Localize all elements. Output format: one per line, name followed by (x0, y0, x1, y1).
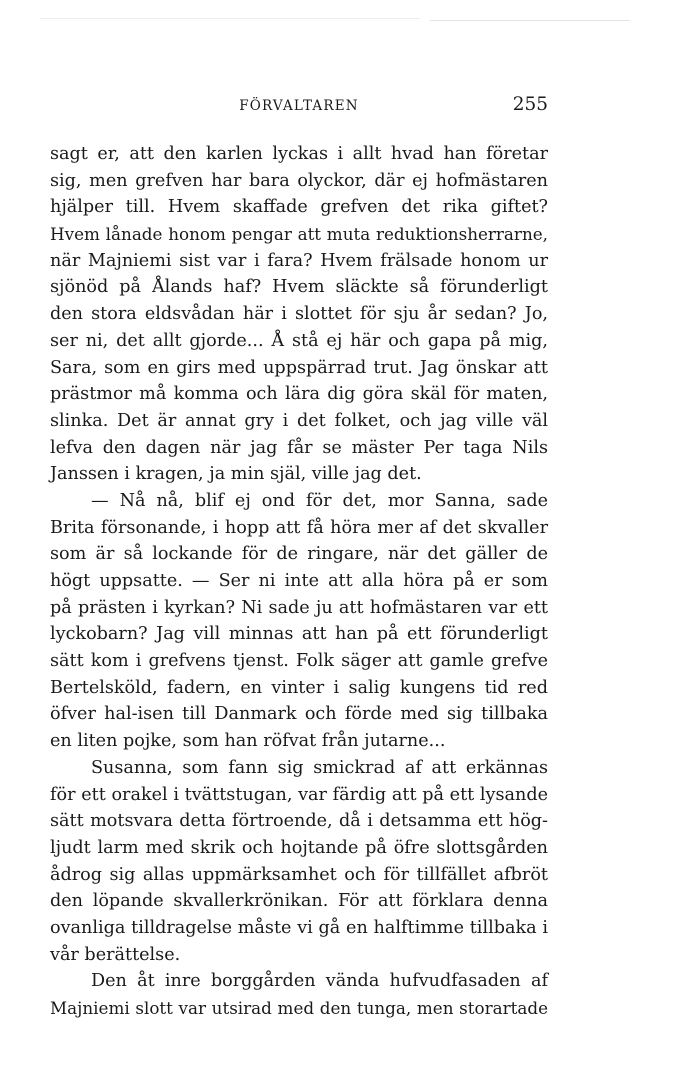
text-line: ser ni, det allt gjorde... Å stå ej här och gapa på mig, (50, 330, 548, 351)
text-line: sjönöd på Ålands haf? Hvem släckte så förunderligt (50, 277, 548, 298)
page-number: 255 (512, 94, 548, 115)
text-line: hjälper till. Hvem skaffade grefven det rika giftet? (50, 197, 548, 218)
text-line: vår berättelse. (50, 944, 181, 965)
text-line: för ett orakel i tvättstugan, var färdig att på ett lysande (50, 784, 548, 805)
text-line: sig, men grefven har bara olyckor, där ej hofmästaren (50, 170, 548, 191)
text-line: slinka. Det är annat gry i det folket, och jag ville väl (50, 410, 548, 431)
text-line: när Majniemi sist var i fara? Hvem frälsade honom ur (50, 250, 548, 271)
text-line: ovanliga tilldragelse måste vi gå en halftimme tillbaka i (50, 917, 548, 938)
text-line: den stora eldsvådan här i slottet för sju år sedan? Jo, (50, 304, 548, 325)
text-line: Susanna, som fann sig smickrad af att erkännas (91, 757, 548, 778)
text-line: en liten pojke, som han röfvat från jutarne... (50, 731, 446, 752)
text-line: lyckobarn? Jag vill minnas att han på ett förunderligt (50, 624, 548, 645)
text-line: högt uppsatte. — Ser ni inte att alla höra på er som (50, 571, 548, 591)
scan-artifact (40, 18, 420, 19)
text-line: sätt kom i grefvens tjenst. Folk säger att gamle grefve (50, 651, 548, 672)
scan-artifact (430, 20, 630, 21)
text-line: som är så lockande för de ringare, när det gäller de (50, 544, 548, 565)
text-line: Brita försonande, i hopp att få höra mer af det skvaller (50, 517, 548, 538)
text-line: öfver hal-isen till Danmark och förde med sig tillbaka (50, 704, 548, 725)
text-line: — Nå nå, blif ej ond för det, mor Sanna, sade (91, 490, 548, 511)
text-line: den löpande skvallerkrönikan. För att förklara denna (50, 891, 548, 912)
text-line: Bertelsköld, fadern, en vinter i salig kungens tid red (50, 677, 548, 698)
text-line: Majniemi slott var utsirad med den tunga, men storartade (50, 998, 548, 1018)
page-header (50, 94, 548, 122)
text-line: på prästen i kyrkan? Ni sade ju att hofmästaren var ett (50, 597, 548, 618)
text-line: Sara, som en girs med uppspärrad trut. Jag önskar att (50, 357, 548, 378)
text-line: ådrog sig allas uppmärksamhet och för tillfället afbröt (50, 864, 548, 885)
text-line: Janssen i kragen, ja min själ, ville jag det. (50, 464, 422, 485)
text-line: Hvem lånade honom pengar att muta reduktionsherrarne, (50, 224, 548, 245)
running-title: FÖRVALTAREN (239, 98, 359, 114)
text-line: Den åt inre borggården vända hufvudfasaden af (91, 971, 548, 992)
text-line: ljudt larm med skrik och hojtande på öfre slottsgården (50, 837, 548, 858)
body-text (50, 141, 548, 1022)
text-line: prästmor må komma och lära dig göra skäl för maten, (50, 384, 548, 405)
text-line: sätt motsvara detta förtroende, då i detsamma ett hög- (50, 811, 548, 832)
text-line: lefva den dagen när jag får se mäster Per taga Nils (50, 437, 548, 458)
text-line: sagt er, att den karlen lyckas i allt hvad han företar (50, 144, 548, 164)
